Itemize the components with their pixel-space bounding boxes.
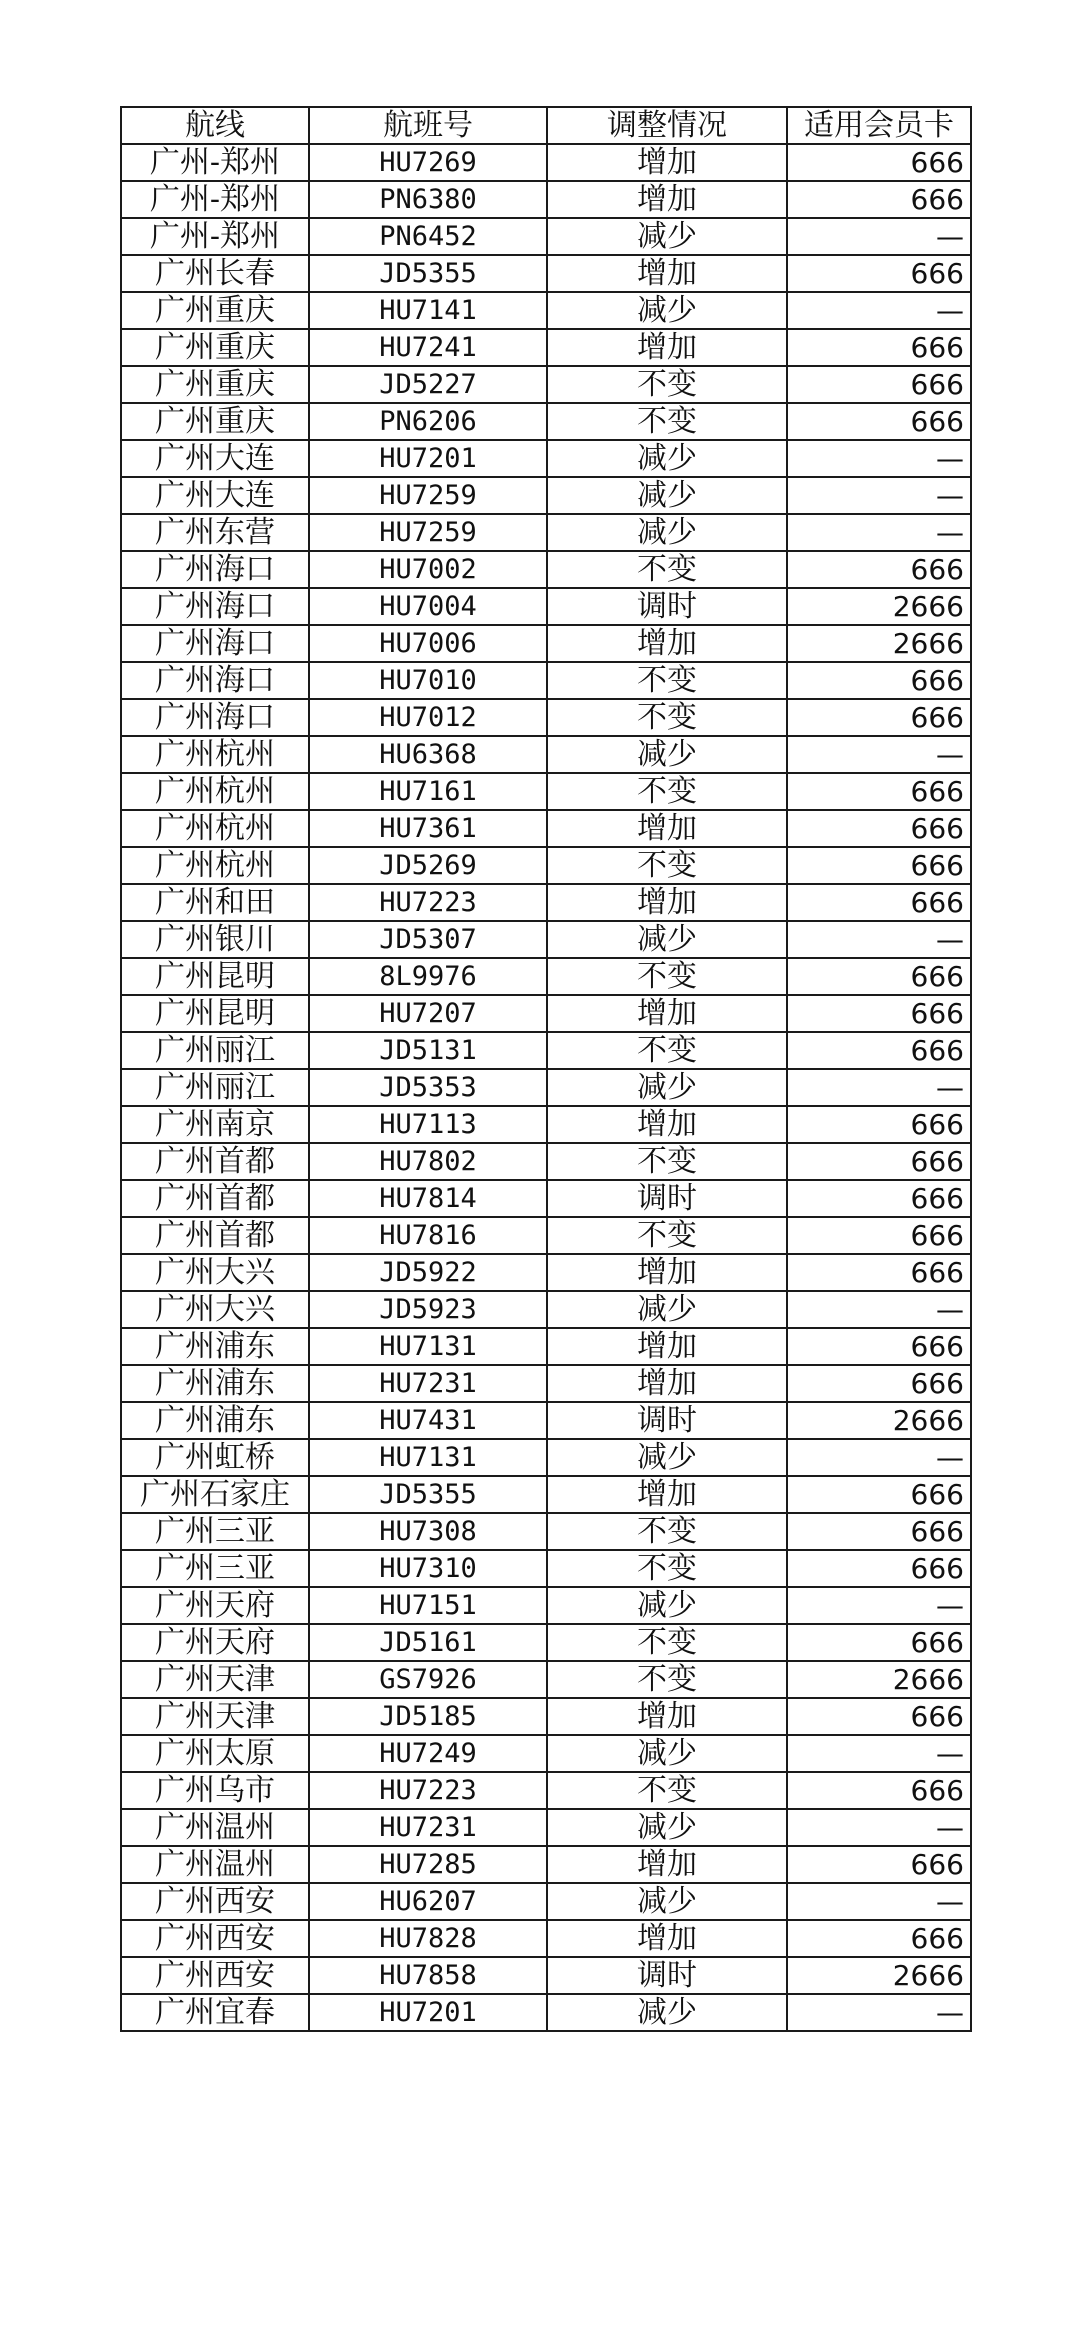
adjustment-cell: 减少 [547,1439,787,1476]
flight-number-cell: JD5269 [309,847,547,884]
table-row [121,1365,971,1402]
flight-number-cell: HU7201 [309,440,547,477]
table-row [121,514,971,551]
table-row [121,1291,971,1328]
route-cell: 广州首都 [121,1143,309,1180]
route-cell: 广州海口 [121,625,309,662]
flight-number-cell: JD5227 [309,366,547,403]
member-card-cell: 2666 [787,625,971,662]
member-card-cell: 2666 [787,1661,971,1698]
route-cell: 广州海口 [121,662,309,699]
member-card-cell: 666 [787,1550,971,1587]
flight-number-cell: JD5355 [309,255,547,292]
flight-number-cell: HU7249 [309,1735,547,1772]
table-row [121,1217,971,1254]
route-cell: 广州浦东 [121,1365,309,1402]
table-row [121,1883,971,1920]
adjustment-cell: 增加 [547,1106,787,1143]
adjustment-cell: 增加 [547,625,787,662]
flight-number-cell: HU7006 [309,625,547,662]
route-cell: 广州首都 [121,1180,309,1217]
route-cell: 广州乌市 [121,1772,309,1809]
adjustment-cell: 不变 [547,1772,787,1809]
table-row [121,1254,971,1291]
table-row [121,1920,971,1957]
table-row [121,144,971,181]
member-card-cell: — [787,1291,971,1328]
adjustment-cell: 调时 [547,1402,787,1439]
member-card-cell: — [787,218,971,255]
adjustment-cell: 增加 [547,995,787,1032]
route-cell: 广州西安 [121,1957,309,1994]
flight-number-cell: HU7010 [309,662,547,699]
flight-number-cell: JD5923 [309,1291,547,1328]
table-row [121,1143,971,1180]
header-route: 航线 [121,107,309,144]
table-row [121,1402,971,1439]
adjustment-cell: 调时 [547,1180,787,1217]
route-cell: 广州杭州 [121,847,309,884]
flight-number-cell: PN6206 [309,403,547,440]
adjustment-cell: 减少 [547,477,787,514]
adjustment-cell: 增加 [547,884,787,921]
table-row [121,773,971,810]
member-card-cell: 666 [787,1846,971,1883]
route-cell: 广州南京 [121,1106,309,1143]
adjustment-cell: 调时 [547,588,787,625]
table-row [121,625,971,662]
member-card-cell: 666 [787,1476,971,1513]
adjustment-cell: 增加 [547,255,787,292]
member-card-cell: 666 [787,366,971,403]
member-card-cell: 666 [787,847,971,884]
member-card-cell: 666 [787,1180,971,1217]
flight-number-cell: HU7131 [309,1439,547,1476]
route-cell: 广州丽江 [121,1069,309,1106]
member-card-cell: 666 [787,181,971,218]
member-card-cell: 666 [787,144,971,181]
route-cell: 广州杭州 [121,810,309,847]
header-flight-number: 航班号 [309,107,547,144]
table-row [121,1698,971,1735]
adjustment-cell: 增加 [547,181,787,218]
flight-number-cell: PN6452 [309,218,547,255]
member-card-cell: — [787,440,971,477]
adjustment-cell: 减少 [547,1587,787,1624]
flight-number-cell: HU7012 [309,699,547,736]
table-row [121,1439,971,1476]
table-row [121,1328,971,1365]
table-row [121,1809,971,1846]
table-row [121,847,971,884]
flight-number-cell: JD5185 [309,1698,547,1735]
route-cell: 广州天府 [121,1587,309,1624]
route-cell: 广州杭州 [121,773,309,810]
adjustment-cell: 不变 [547,773,787,810]
adjustment-cell: 减少 [547,1735,787,1772]
flight-number-cell: HU7310 [309,1550,547,1587]
table-row [121,218,971,255]
route-cell: 广州石家庄 [121,1476,309,1513]
table-header-row [121,107,971,144]
route-cell: 广州丽江 [121,1032,309,1069]
adjustment-cell: 增加 [547,1328,787,1365]
member-card-cell: — [787,1439,971,1476]
table-row [121,810,971,847]
member-card-cell: — [787,921,971,958]
adjustment-cell: 不变 [547,551,787,588]
adjustment-cell: 减少 [547,440,787,477]
adjustment-cell: 减少 [547,218,787,255]
member-card-cell: 666 [787,1217,971,1254]
table-row [121,551,971,588]
table-row [121,699,971,736]
adjustment-cell: 不变 [547,1624,787,1661]
route-cell: 广州三亚 [121,1513,309,1550]
route-cell: 广州和田 [121,884,309,921]
adjustment-cell: 增加 [547,1698,787,1735]
member-card-cell: — [787,1883,971,1920]
route-cell: 广州昆明 [121,958,309,995]
table-row [121,292,971,329]
member-card-cell: 666 [787,1920,971,1957]
adjustment-cell: 增加 [547,1365,787,1402]
adjustment-cell: 调时 [547,1957,787,1994]
route-cell: 广州银川 [121,921,309,958]
adjustment-cell: 减少 [547,514,787,551]
route-cell: 广州重庆 [121,292,309,329]
member-card-cell: 666 [787,1254,971,1291]
flight-number-cell: HU7814 [309,1180,547,1217]
flight-number-cell: HU7141 [309,292,547,329]
adjustment-cell: 增加 [547,329,787,366]
adjustment-cell: 增加 [547,810,787,847]
adjustment-cell: 不变 [547,1217,787,1254]
route-cell: 广州海口 [121,588,309,625]
table-row [121,1994,971,2031]
table-row [121,1957,971,1994]
table-body [121,144,971,2031]
table-row [121,588,971,625]
route-cell: 广州-郑州 [121,144,309,181]
route-cell: 广州首都 [121,1217,309,1254]
adjustment-cell: 减少 [547,292,787,329]
flight-number-cell: GS7926 [309,1661,547,1698]
header-member-card: 适用会员卡 [787,107,971,144]
adjustment-cell: 不变 [547,847,787,884]
flight-number-cell: JD5353 [309,1069,547,1106]
table-row [121,1624,971,1661]
flight-number-cell: HU7259 [309,477,547,514]
flight-adjustment-table [120,106,972,2032]
route-cell: 广州西安 [121,1883,309,1920]
flight-number-cell: HU7802 [309,1143,547,1180]
flight-number-cell: JD5355 [309,1476,547,1513]
flight-number-cell: HU7231 [309,1809,547,1846]
flight-number-cell: HU7113 [309,1106,547,1143]
table-row [121,1476,971,1513]
flight-number-cell: HU6368 [309,736,547,773]
member-card-cell: — [787,477,971,514]
member-card-cell: — [787,292,971,329]
flight-number-cell: HU7223 [309,1772,547,1809]
adjustment-cell: 减少 [547,1883,787,1920]
table-row [121,736,971,773]
route-cell: 广州-郑州 [121,181,309,218]
route-cell: 广州海口 [121,699,309,736]
adjustment-cell: 增加 [547,1846,787,1883]
table-row [121,181,971,218]
route-cell: 广州天津 [121,1661,309,1698]
adjustment-cell: 不变 [547,1661,787,1698]
route-cell: 广州大兴 [121,1254,309,1291]
table-row [121,1032,971,1069]
route-cell: 广州重庆 [121,366,309,403]
table-row [121,995,971,1032]
flight-number-cell: HU7431 [309,1402,547,1439]
flight-number-cell: HU7269 [309,144,547,181]
member-card-cell: 666 [787,1143,971,1180]
adjustment-cell: 减少 [547,1069,787,1106]
member-card-cell: 666 [787,551,971,588]
table-row [121,662,971,699]
member-card-cell: — [787,514,971,551]
route-cell: 广州天津 [121,1698,309,1735]
member-card-cell: 666 [787,1772,971,1809]
route-cell: 广州大连 [121,477,309,514]
table-row [121,1550,971,1587]
route-cell: 广州昆明 [121,995,309,1032]
route-cell: 广州温州 [121,1846,309,1883]
member-card-cell: 666 [787,403,971,440]
route-cell: 广州宜春 [121,1994,309,2031]
flight-number-cell: HU7002 [309,551,547,588]
member-card-cell: 666 [787,810,971,847]
route-cell: 广州重庆 [121,403,309,440]
flight-number-cell: HU7259 [309,514,547,551]
flight-number-cell: JD5922 [309,1254,547,1291]
route-cell: 广州三亚 [121,1550,309,1587]
table-row [121,477,971,514]
flight-number-cell: HU7285 [309,1846,547,1883]
flight-number-cell: HU7828 [309,1920,547,1957]
table-row [121,1661,971,1698]
flight-number-cell: HU6207 [309,1883,547,1920]
table-row [121,958,971,995]
adjustment-cell: 不变 [547,1513,787,1550]
route-cell: 广州浦东 [121,1328,309,1365]
flight-number-cell: JD5131 [309,1032,547,1069]
route-cell: 广州长春 [121,255,309,292]
route-cell: 广州大兴 [121,1291,309,1328]
flight-number-cell: HU7241 [309,329,547,366]
adjustment-cell: 不变 [547,403,787,440]
route-cell: 广州东营 [121,514,309,551]
flight-number-cell: HU7161 [309,773,547,810]
route-cell: 广州西安 [121,1920,309,1957]
member-card-cell: 666 [787,1698,971,1735]
flight-number-cell: HU7004 [309,588,547,625]
member-card-cell: 666 [787,1365,971,1402]
flight-number-cell: HU7131 [309,1328,547,1365]
route-cell: 广州天府 [121,1624,309,1661]
table-row [121,366,971,403]
adjustment-cell: 增加 [547,144,787,181]
table-row [121,1735,971,1772]
flight-number-cell: PN6380 [309,181,547,218]
adjustment-cell: 减少 [547,1809,787,1846]
member-card-cell: 2666 [787,588,971,625]
flight-number-cell: HU7207 [309,995,547,1032]
member-card-cell: 666 [787,1032,971,1069]
member-card-cell: 2666 [787,1402,971,1439]
adjustment-cell: 不变 [547,1143,787,1180]
member-card-cell: 666 [787,662,971,699]
adjustment-cell: 增加 [547,1476,787,1513]
adjustment-cell: 不变 [547,662,787,699]
table-row [121,1106,971,1143]
member-card-cell: — [787,1809,971,1846]
route-cell: 广州温州 [121,1809,309,1846]
table-row [121,1513,971,1550]
route-cell: 广州太原 [121,1735,309,1772]
member-card-cell: 2666 [787,1957,971,1994]
adjustment-cell: 不变 [547,1550,787,1587]
member-card-cell: 666 [787,1513,971,1550]
route-cell: 广州浦东 [121,1402,309,1439]
member-card-cell: — [787,1994,971,2031]
flight-number-cell: JD5307 [309,921,547,958]
member-card-cell: 666 [787,1624,971,1661]
route-cell: 广州-郑州 [121,218,309,255]
adjustment-cell: 不变 [547,366,787,403]
adjustment-cell: 不变 [547,699,787,736]
member-card-cell: — [787,736,971,773]
flight-number-cell: 8L9976 [309,958,547,995]
route-cell: 广州大连 [121,440,309,477]
flight-number-cell: HU7201 [309,1994,547,2031]
route-cell: 广州重庆 [121,329,309,366]
header-adjustment: 调整情况 [547,107,787,144]
route-cell: 广州海口 [121,551,309,588]
flight-number-cell: HU7223 [309,884,547,921]
flight-number-cell: HU7816 [309,1217,547,1254]
table-row [121,1069,971,1106]
adjustment-cell: 不变 [547,1032,787,1069]
flight-number-cell: HU7858 [309,1957,547,1994]
member-card-cell: 666 [787,884,971,921]
member-card-cell: 666 [787,1106,971,1143]
adjustment-cell: 增加 [547,1920,787,1957]
table-row [121,1846,971,1883]
member-card-cell: 666 [787,699,971,736]
adjustment-cell: 减少 [547,736,787,773]
route-cell: 广州虹桥 [121,1439,309,1476]
table-row [121,329,971,366]
table-row [121,921,971,958]
flight-number-cell: HU7361 [309,810,547,847]
table-row [121,440,971,477]
member-card-cell: — [787,1587,971,1624]
adjustment-cell: 减少 [547,1291,787,1328]
route-cell: 广州杭州 [121,736,309,773]
table-row [121,255,971,292]
flight-number-cell: HU7308 [309,1513,547,1550]
member-card-cell: 666 [787,995,971,1032]
adjustment-cell: 减少 [547,1994,787,2031]
flight-number-cell: HU7151 [309,1587,547,1624]
table-row [121,403,971,440]
table-row [121,1772,971,1809]
flight-number-cell: HU7231 [309,1365,547,1402]
flight-number-cell: JD5161 [309,1624,547,1661]
table-row [121,1180,971,1217]
member-card-cell: 666 [787,1328,971,1365]
table-row [121,1587,971,1624]
adjustment-cell: 减少 [547,921,787,958]
adjustment-cell: 不变 [547,958,787,995]
member-card-cell: 666 [787,958,971,995]
table-row [121,884,971,921]
member-card-cell: 666 [787,329,971,366]
adjustment-cell: 增加 [547,1254,787,1291]
member-card-cell: 666 [787,255,971,292]
member-card-cell: 666 [787,773,971,810]
member-card-cell: — [787,1735,971,1772]
member-card-cell: — [787,1069,971,1106]
